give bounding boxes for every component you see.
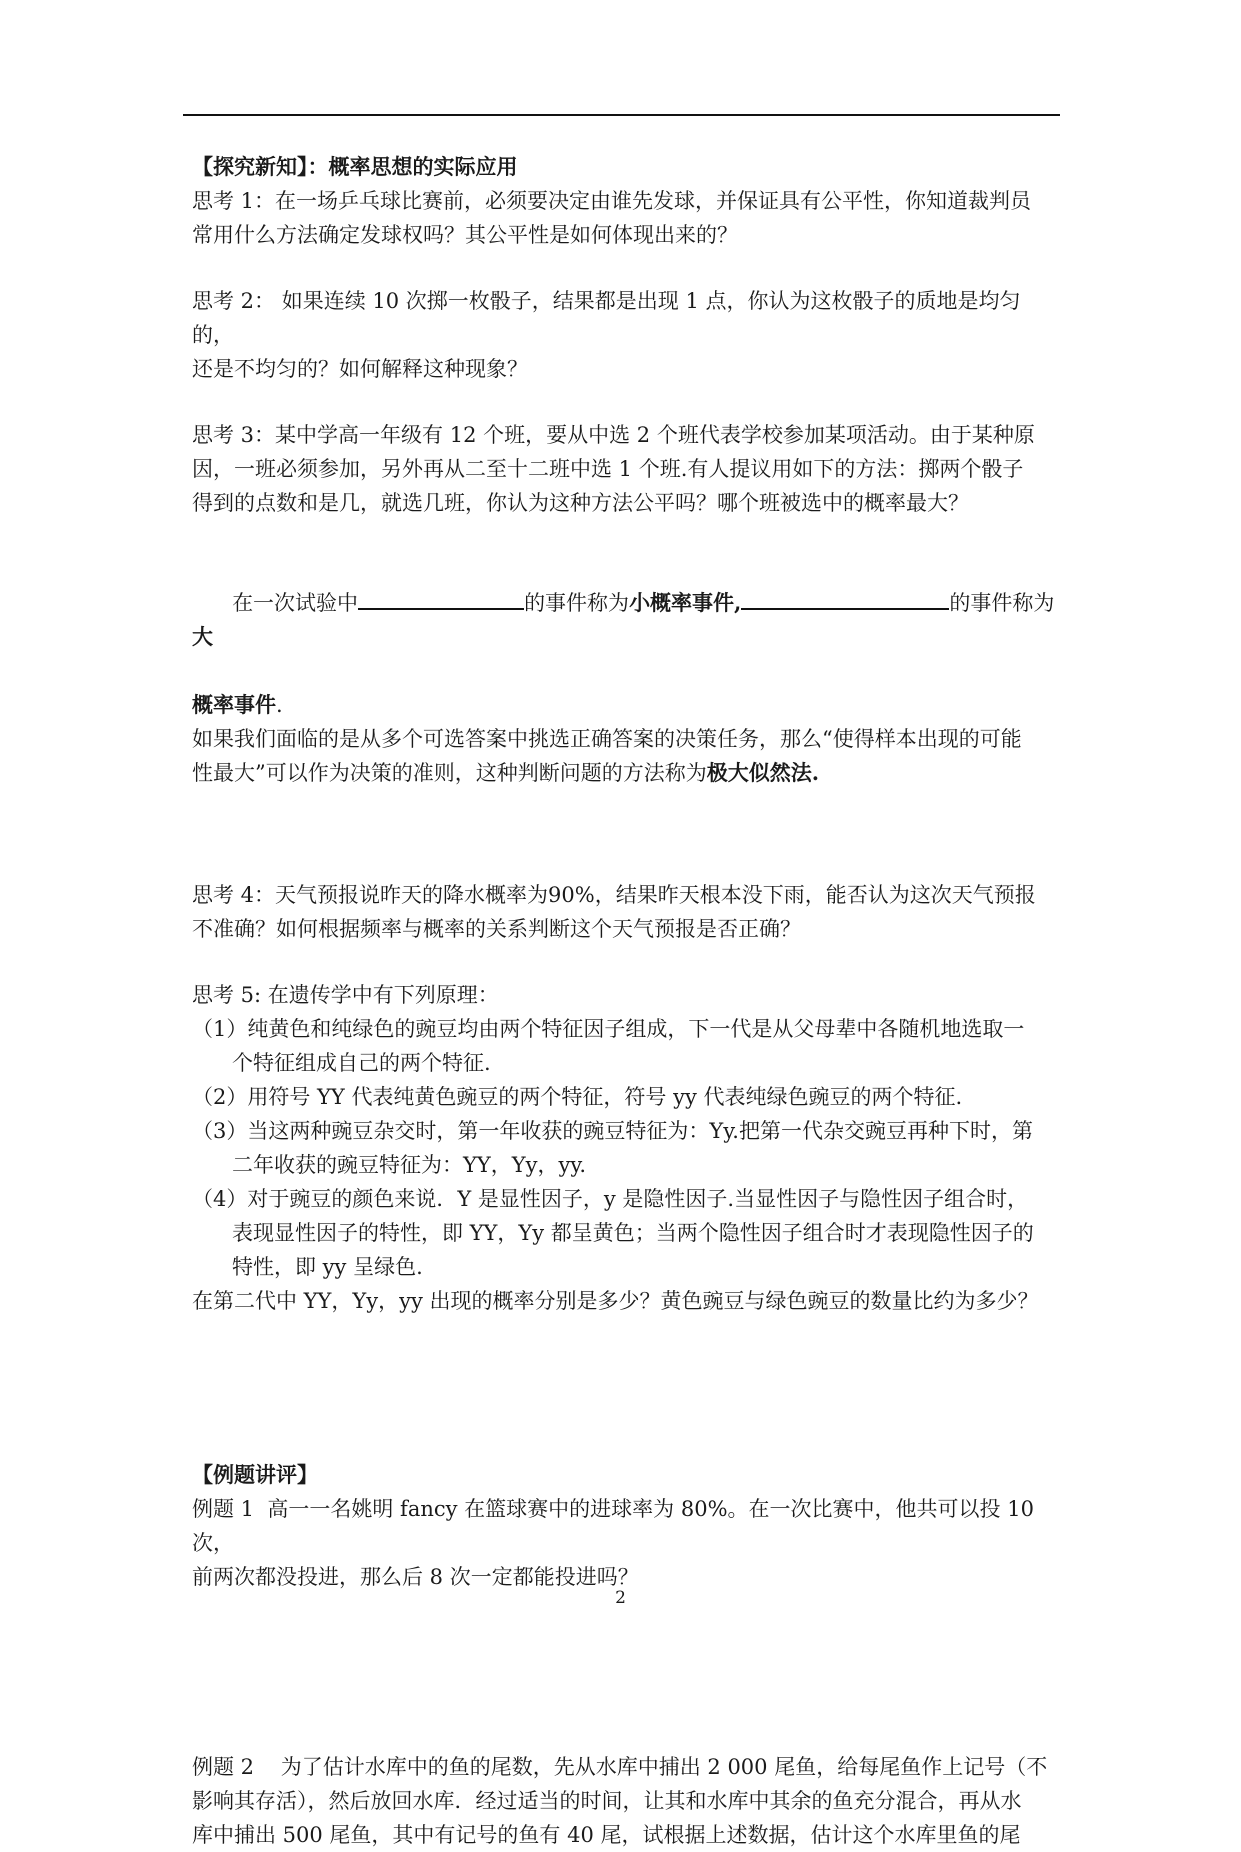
think-3: 思考 3：某中学高一年级有 12 个班，要从中选 2 个班代表学校参加某项活动。由于某种原 因，一班必须参加，另外再从二至十二班中选 1 个班.有人提议用如下的方法：掷两个骰子 得到的点数和是几，就选几班，你认为这种方法公平吗？哪个班被选中的概率最大？ <box>192 423 1035 515</box>
list-item: （4）对于豌豆的颜色来说．Y 是显性因子，y 是隐性因子.当显性因子与隐性因子组合时， 表现显性因子的特性，即 YY，Yy 都呈黄色；当两个隐性因子组合时才表现隐性因子的 特性，即 yy 呈绿色. <box>192 1187 1034 1279</box>
fill-blank-2[interactable] <box>741 586 949 610</box>
page-number: 2 <box>615 1588 626 1608</box>
think-2: 思考 2： 如果连续 10 次掷一枚骰子，结果都是出现 1 点，你认为这枚骰子的质地是均匀的， 还是不均匀的？如何解释这种现象？ <box>192 289 1021 381</box>
think-5: 思考 5: 在遗传学中有下列原理： （1）纯黄色和纯绿色的豌豆均由两个特征因子组成，下一代是从父母辈中各随机地选取一 个特征组成自己的两个特征. （2）用符号 YY 代表纯黄色豌豆的两个特征，符号 yy 代表纯绿色豌豆的两个特征. （3）当这两种豌豆杂交时，第一年收获的豌豆特征为：Yy.把第一代杂交豌豆再种下时，第 二年收获的豌豆特征为：YY，Yy，yy. （4）对于豌豆的颜色来说．Y 是显性因子，y 是隐性因子.当显性因子与隐性因子组合时， 表现显性因子的特性，即 YY，Yy 都呈黄色；当两个隐性因子组合时才表现隐性因子的 特性，即 yy 呈绿色. 在第二代中 YY，Yy，yy 出现的概率分别是多少？黄色豌豆与绿色豌豆的数量比约为多少？ <box>192 978 1058 1318</box>
example-1: 例题 1 高一一名姚明 fancy 在篮球赛中的进球率为 80%。在一次比赛中，他共可以投 10 次， 前两次都没投进，那么后 8 次一定都能投进吗？ <box>192 1497 1041 1589</box>
term-large-probability: 概率事件 <box>192 692 276 717</box>
term-small-probability: 小概率事件, <box>629 590 742 615</box>
list-item: （2）用符号 YY 代表纯黄色豌豆的两个特征，符号 yy 代表纯绿色豌豆的两个特征. <box>192 1085 963 1109</box>
header-rule <box>183 114 1060 116</box>
list-item: （3）当这两种豌豆杂交时，第一年收获的豌豆特征为：Yy.把第一代杂交豌豆再种下时，第 二年收获的豌豆特征为：YY，Yy，yy. <box>192 1119 1033 1177</box>
definition-fill-in: 在一次试验中 的事件称为小概率事件, 的事件称为大 概率事件. <box>192 552 1058 722</box>
think-4: 思考 4：天气预报说昨天的降水概率为90%，结果昨天根本没下雨，能否认为这次天气预报 不准确？如何根据频率与概率的关系判断这个天气预报是否正确？ <box>192 883 1036 941</box>
think-5-question: 在第二代中 YY，Yy，yy 出现的概率分别是多少？黄色豌豆与绿色豌豆的数量比约为多少？ <box>192 1289 1039 1313</box>
think-1: 思考 1：在一场乒乓球比赛前，必须要决定由谁先发球，并保证具有公平性，你知道裁判员 常用什么方法确定发球权吗？其公平性是如何体现出来的？ <box>192 189 1032 247</box>
section-heading-examples: 【例题讲评】 <box>192 1462 318 1487</box>
list-item: （1）纯黄色和纯绿色的豌豆均由两个特征因子组成，下一代是从父母辈中各随机地选取一 个特征组成自己的两个特征. <box>192 1017 1025 1075</box>
example-2: 例题 2 为了估计水库中的鱼的尾数，先从水库中捕出 2 000 尾鱼，给每尾鱼作上记号（不 影响其存活），然后放回水库．经过适当的时间，让其和水库中其余的鱼充分混合，再从水 库中捕出 500 尾鱼，其中有记号的鱼有 40 尾，试根据上述数据，估计这个水库里鱼的尾 <box>192 1755 1048 1847</box>
section-heading-explore: 【探究新知】：概率思想的实际应用 <box>192 154 518 179</box>
fill-blank-1[interactable] <box>358 586 524 610</box>
mle-paragraph: 如果我们面临的是从多个可选答案中挑选正确答案的决策任务，那么“使得样本出现的可能 性最大”可以作为决策的准则，这种判断问题的方法称为极大似然法. <box>192 727 1022 785</box>
term-mle: 极大似然法. <box>706 760 820 785</box>
